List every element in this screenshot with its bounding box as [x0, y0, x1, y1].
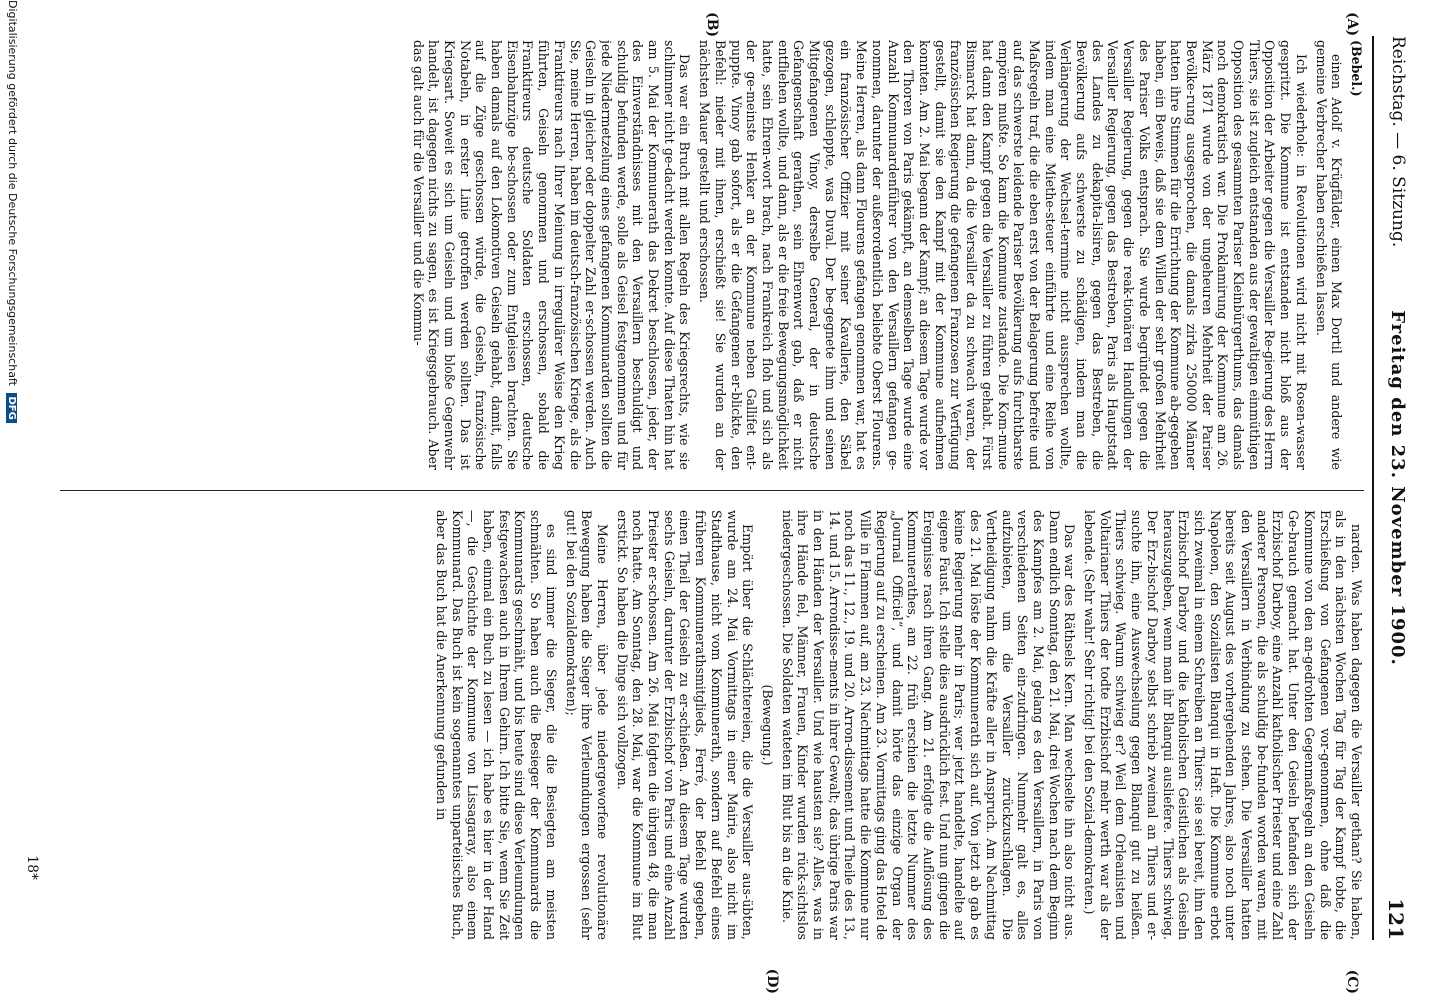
credit-text: Digitalisierung gefördert durch die Deutsche Forschungsgemeinschaft — [6, 0, 19, 386]
speaker-name: (Bebel.) — [1349, 40, 1364, 97]
margin-marker-a: (A) — [1344, 12, 1360, 37]
signature-mark: 18* — [24, 855, 40, 880]
paragraph: Ich wiederhole: in Revolutionen wird nicht mit Rosen-wasser gespritzt. Die Kommune ist entstanden nicht bloß aus der Opposition der Arbeiter gegen die Versailler Re-gierung des Herrn Thiers, sie ist zugleich entstanden aus der gewaltigen einmüthigen Opposition des gesammten Pariser Kleinbürgerthums, das damals noch demokratisch war. Die Proklamirung der Kommune am 26. März 1871 wurde von der ungeheuren Mehrheit der Pariser Bevölke-rung ausgesprochen, die damals zirka 250000 Männer hatten ihre Stimmen für die Errichtung der Kommune ab-gegeben haben, ein Beweis, daß sie dem Willen der sehr großen Mehrheit des Pariser Volks entsprach. Sie wurde begründet gegen die Versailler Regierung, gegen die reak-tionären Handlungen der Versailler Regierung, gegen das Bestreben, Paris als Hauptstadt des Landes zu dekapita-lisiren, gegen das Bestreben, die Bevölkerung aufs schwerste zu schädigen, indem man die Verlängerung der Wechsel-termine nicht aussprechen wollte, indem man eine Miethe-steuer einführte und eine Reihe von Maßregeln traf, die die eben erst von der Belagerung befreite und auf das schwerste leidende Pariser Bevölkerung aufs furchtbarste empören mußte. So kam die Kommune zustande. Die Kom-mune hat dann den Kampf gegen die Versailler zu führen gehabt. Fürst Bismarck hat dann, da die Versailler da zu schwach waren, der französischen Regierung die gefangenen Franzosen zur Verfügung gestellt, damit sie den Kampf mit der Kommune aufnehmen konnten. Am 2. Mai begann der Kampf; an diesem Tage wurde vor den Thoren von Paris gekämpft, an demselben Tage wurde eine Anzahl Kommunardenführer von den Versaillern gefangen ge-nommen, darunter der außerordentlich beliebte Oberst Flourens. Meine Herren, als dann Flourens gefangen genommen war, hat es ein französischer Offizier mit seiner Kavallerie, den Säbel gezogen, schleppte, was Duval. Der be-gegnete ihm und seinen Mitgefangenen Vinoy, derselbe General, der in deutsche Gefangenschaft gerathen, sein Ehrenwort gab, daß er nicht entfliehen wollte, und dann, als er die freie Bewegungsmöglichkeit hatte, sein Ehren-wort brach, nach Frankreich floh und sich als der ge-meinste Henker an der Kommune neben Gallifet ent-puppte. Vinoy gab sofort, als er die Gefangenen er-blickte, den Befehl: nieder mit ihnen, erschießt sie! Sie wurden an der nächsten Mauer gestellt und erschossen. — [697, 40, 1309, 470]
interjection: (Bewegung.) — [759, 684, 775, 766]
margin-marker-d: (D) — [764, 968, 780, 994]
page-header — [1374, 36, 1408, 940]
paragraph: narden. Was haben dagegen die Versailler gethan? Sie haben, als in den nächsten Wochen Tag für Tag der Kampf tobte, die Erschießung von Gefangenen vor-genommen, ohne daß die Kommune von den an-gedrohten Gegenmaßregeln an den Geiseln Ge-brauch gemacht hat. Unter den Geiseln befanden sich der Erzbischof Darboy, eine Anzahl katholischer Priester und eine Zahl anderer Personen, die als schuldig be-funden worden waren, mit den Versaillern in Verbindung zu stehen. Die Versailler hatten bereits seit August des vorhergehenden Jahres, also noch unter Napoleon, den Sozialisten Blanqui in Haft. Die Kommune erbot sich zweimal in einem Schreiben an Thiers: sie sei bereit, ihm den Erzbischof Darboy und die katholischen Geistlichen als Geiseln herauszugeben, wenn man ihr Blanqui ausliefere. Thiers schwieg. Der Erz-bischof Darboy selbst schrieb zweimal an Thiers und er-suchte ihn, eine Auswechselung gegen Blanqui gut zu heißen. Thiers schwieg. Warum schwieg er? Weil dem Orleanisten und Voltairianer Thiers der todte Erzbischof mehr werth war als der lebende. (Sehr wahr! Sehr richtig! bei den Sozial-demokraten.) — [1082, 510, 1364, 940]
digitization-credit — [6, 0, 19, 423]
right-column — [60, 510, 1364, 940]
header-date: Freitag den 23. November 1900. — [1387, 310, 1408, 666]
paragraph: Meine Herren, über jede niedergeworfene revolutionäre Bewegung haben die Sieger ihre Verleumdungen ergossen (sehr gut! bei den Sozialdemokraten); — [563, 510, 610, 940]
page-number: 121 — [1384, 898, 1408, 940]
paragraph: einen Adolf v. Krügfälder, einen Max Dortil und andere wie gemeine Verbrecher haben erschießen lassen. — [1313, 40, 1345, 470]
margin-marker-b: (B) — [704, 12, 720, 38]
column-divider — [60, 490, 1364, 491]
paragraph: Das war ein Bruch mit allen Regeln des Kriegsrechts, wie sie schlimmer nicht ge-dacht werden konnte. Auf diese Thaten hin hat am 5. Mai der Kommunerath das Dekret beschlossen, jeder, der des Einverständnisses mit den Versaillern beschuldigt und schuldig befunden werde, solle als Geisel festgenommen und für jede Niedermetzelung eines gefangenen Kommunarden sollten die Geiseln in gleicher oder doppelter Zahl er-schossen werden. Auch Sie, meine Herren, haben im deutsch-französischen Kriege, als die Franktireurs nach Ihrer Meinung in irregulärer Weise den Krieg führten, Geiseln genommen und erschossen, sobald die Franktireurs deutsche Soldaten erschossen, deutsche Eisenbahnzüge be-schossen oder zum Entgleisen brachten. Sie haben damals auf den Lokomotiven Geiseln gehabt, damit, falls auf die Züge geschossen würde, die Geiseln, französische Notabeln, in erster Linie getroffen werden sollten. Das ist Kriegsart. Soweit es sich um Geiseln und um bloße Gegenwehr handelt, ist dagegen nichts zu sagen, es ist Kriegsgebrauch. Aber das galt auch für die Versailler und die Kommu- — [410, 40, 693, 470]
header-rule — [1372, 36, 1374, 940]
margin-marker-c: (C) — [1344, 969, 1360, 994]
paragraph: Empört über die Schlächtereien, die die Versailler aus-übten, wurde am 24. Mai Vormittags in einer Mairie, also nicht im Stadthause, nicht vom Kommunerath, sondern auf Befehl eines früheren Kommunerathsmitglieds, Ferré, der Befehl gegeben, einen Theil der Geiseln zu er-schießen. An diesem Tage wurden sechs Geiseln, darunter der Erzbischof von Paris und eine Anzahl Priester er-schossen. Am 26. Mai folgten die übrigen 48, die man noch hatte. Am Sonntag, den 28. Mai, war die Kommune im Blut erstickt. So haben die Dinge sich vollzogen. — [614, 510, 756, 940]
paragraph: Das war des Räthsels Kern. Man wechselte ihn also nicht aus. Dann endlich Sonntag, den 21. Mai, drei Wochen nach dem Beginn des Kampfes am 2. Mai, gelang es den Versaillern, in Paris von verschiedenen Seiten ein-zudringen. Nunmehr galt es, alles aufzubieten, um die Versailler zurückzuschlagen. Die Vertheidigung nahm die Kräfte aller in Anspruch. Am Nachmittag des 21. Mai löste der Kommunerath sich auf. Von jetzt ab gab es keine Regierung mehr in Paris; wer jetzt handelte, handelte auf eigene Faust. Ich stelle dies ausdrücklich fest. Und nun gingen die Ereignisse rasch ihren Gang. Am 21. erfolgte die Auflösung des Kommunerathes, am 22. früh erschien die letzte Nummer des „Journal Officiel“, und damit hörte das einzige Organ der Regierung auf zu erscheinen. Am 23. Vormittags ging das Hotel de Ville in Flammen auf, am 23. Nachmittags hatte die Kommune nur noch das 11., 12., 19. und 20. Arron-dissement und Theile des 13., 14. und 15. Arrondisse-ments in ihrer Gewalt; das übrige Paris war in den Händen der Versailler. Und wie hausten sie? Alles, was in ihre Hände fiel, Männer, Frauen, Kinder wurden rück-sichtslos niedergeschossen. Die Soldaten wateten im Blut bis an die Knie. — [779, 510, 1078, 940]
paragraph: es sind immer die Sieger, die die Besiegten am meisten schmähten. So haben auch die Besieger der Kommunards die Kommunards geschmäht, und bis heute sind diese Verleumdungen festgewachsen auch in Ihrem Gehirn. Ich bitte Sie, wenn Sie Zeit haben, einmal ein Buch zu lesen — ich habe es hier in der Hand —, die Geschichte der Kommune von Lissagaray, also einem Kommunard. Das Buch ist kein sogenanntes unparteiisches Buch, aber das Buch hat die Anerkennung gefunden in — [433, 510, 559, 940]
dfg-logo: DFG — [6, 393, 17, 422]
header-session: Reichstag. — 6. Sitzung. — [1388, 36, 1408, 248]
left-column — [60, 40, 1364, 470]
